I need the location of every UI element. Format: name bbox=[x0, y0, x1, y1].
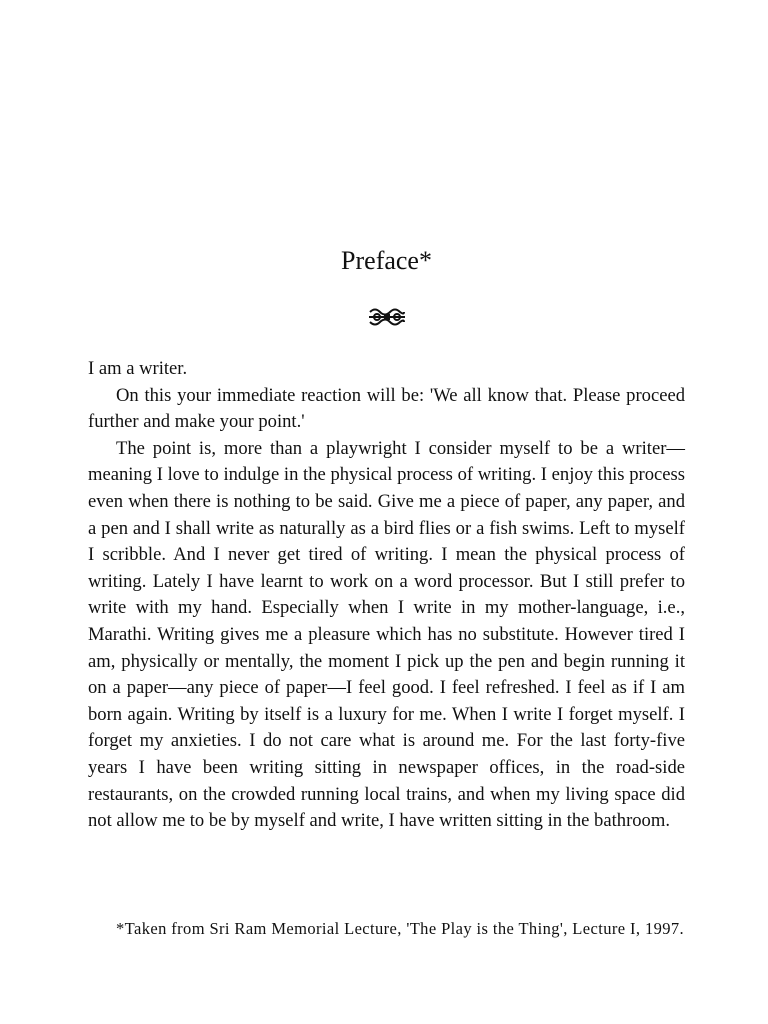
page-title: Preface* bbox=[341, 246, 432, 275]
paragraph-1: I am a writer. bbox=[88, 358, 188, 379]
footnote: *Taken from Sri Ram Memorial Lecture, 'The Play is the Thing', Lecture I, 1997. bbox=[116, 919, 685, 938]
paragraph-2: On this your immediate reaction will be: 'We all know that. Please proceed further and make your point.' bbox=[88, 384, 685, 433]
decorative-fleuron-icon bbox=[367, 306, 407, 328]
preface-body bbox=[88, 356, 685, 835]
paragraph-3: The point is, more than a playwright I consider myself to be a writer—meaning I love to indulge in the physical process of writing. I enjoy this process even when there is nothing to be said. Give me a piece of paper, any paper, and a pen and I shall write as naturally as a bird flies or a fish swims. Left to myself I scribble. And I never get tired of writing. I mean the physical process of writing. Lately I have learnt to work on a word processor. But I still prefer to write with my hand. Especially when I write in my mother-language, i.e., Marathi. Writing gives me a pleasure which has no substitute. However tired I am, physically or mentally, the moment I pick up the pen and begin running it on a paper—any piece of paper—I feel good. I feel refreshed. I feel as if I am born again. Writing by itself is a luxury for me. When I write I forget myself. I forget my anxieties. I do not care what is around me. For the last forty-five years I have been writing sitting in newspaper offices, in the road-side restaurants, on the crowded running local trains, and when my living space did not allow me to be by myself and write, I have written sitting in the bathroom. bbox=[88, 437, 685, 832]
